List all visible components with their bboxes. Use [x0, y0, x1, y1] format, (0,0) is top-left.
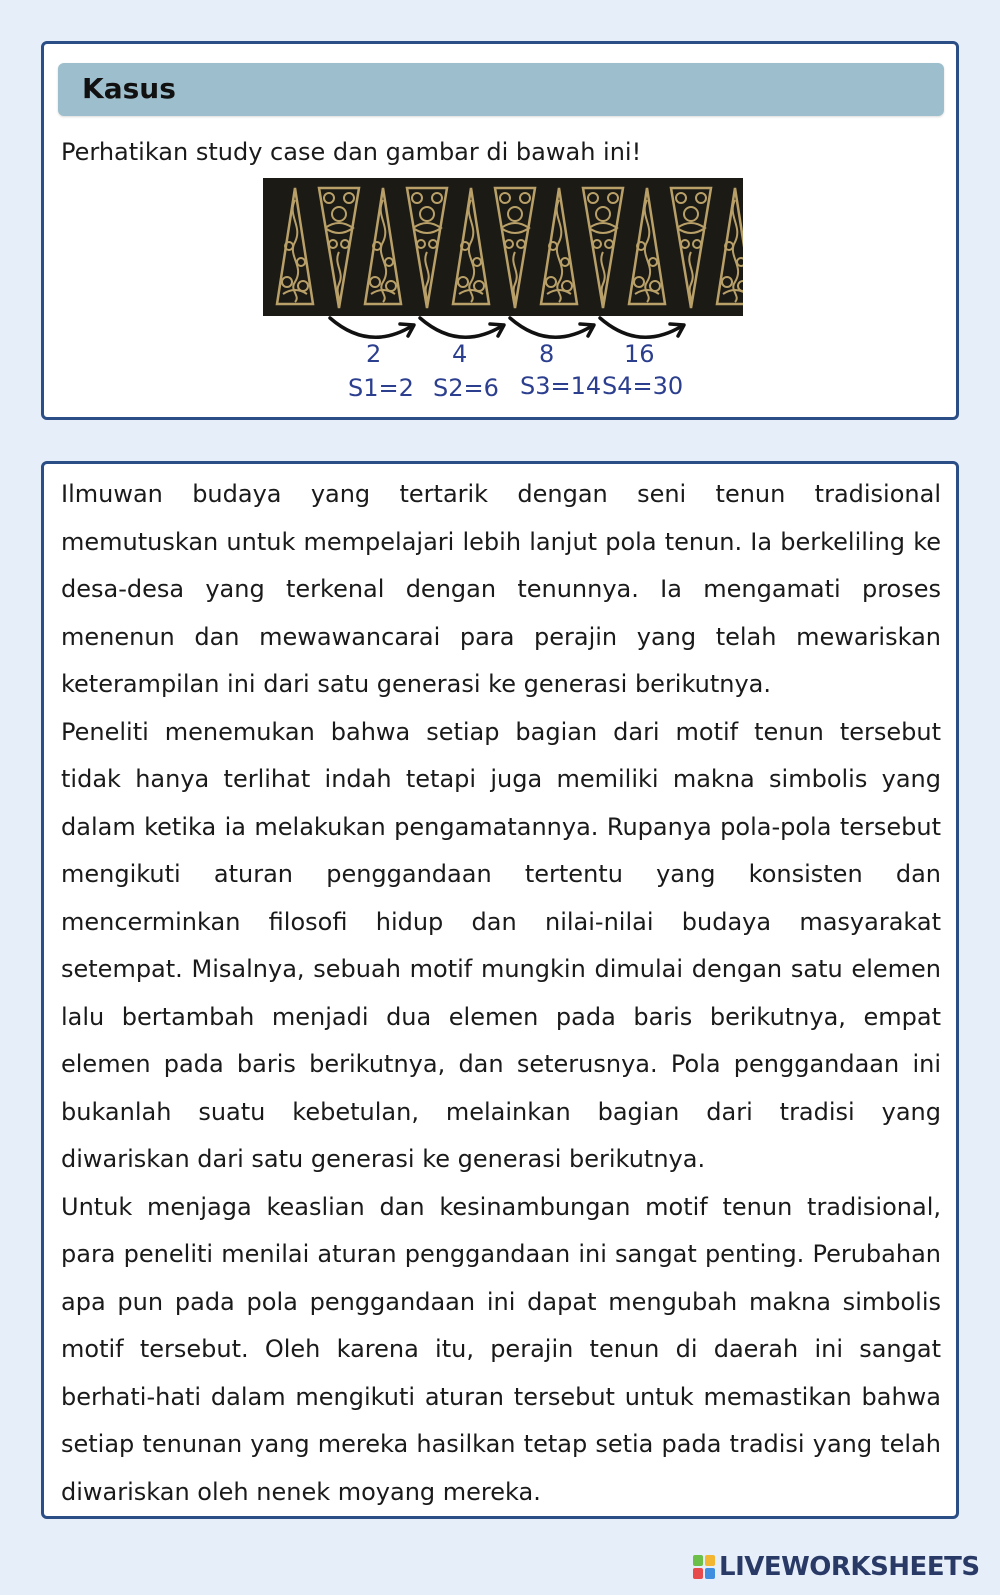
story-paragraph-1: Ilmuwan budaya yang tertarik dengan seni tenun tradisional memutuskan untuk mempelajari lebih lanjut pola tenun. Ia berkeliling ke desa-desa yang terkenal dengan tenunnya. Ia mengamati proses menenun dan mewawancarai para perajin yang telah mewariskan keterampilan ini dari satu generasi ke generasi berikutnya.: [61, 480, 941, 698]
sequence-sum-1: S1=2: [348, 374, 414, 402]
sequence-term-1: 2: [366, 340, 382, 368]
case-card: [41, 41, 959, 420]
weaving-motif-svg: [263, 178, 743, 316]
case-title: Kasus: [82, 72, 176, 105]
sequence-sum-4: S4=30: [602, 372, 684, 400]
sequence-sum-2: S2=6: [433, 374, 499, 402]
sequence-sum-3: S3=14: [520, 372, 602, 400]
story-paragraph-2: Peneliti menemukan bahwa setiap bagian dari motif tenun tersebut tidak hanya terlihat indah tetapi juga memiliki makna simbolis yang dalam ketika ia melakukan pengamatannya. Rupanya pola-pola tersebut mengikuti aturan penggandaan tertentu yang konsisten dan mencerminkan filosofi hidup dan nilai-nilai budaya masyarakat setempat. Misalnya, sebuah motif mungkin dimulai dengan satu elemen lalu bertambah menjadi dua elemen pada baris berikutnya, empat elemen pada baris berikutnya, dan seterusnya. Pola penggandaan ini bukanlah suatu kebetulan, melainkan bagian dari tradisi yang diwariskan dari satu generasi ke generasi berikutnya.: [61, 717, 941, 1173]
weaving-pattern-image: [263, 178, 743, 316]
case-header: [58, 63, 944, 116]
sequence-term-4: 16: [624, 340, 655, 368]
case-intro: Perhatikan study case dan gambar di bawah ini!: [61, 138, 642, 166]
story-paragraph-3: Untuk menjaga keaslian dan kesinambungan motif tenun tradisional, para peneliti menilai aturan penggandaan ini sangat penting. Perubahan apa pun pada pola penggandaan ini dapat mengubah makna simbolis motif tersebut. Oleh karena itu, perajin tenun di daerah ini sangat berhati-hati dalam mengikuti aturan tersebut untuk memastikan bahwa setiap tenunan yang mereka hasilkan tetap setia pada tradisi yang telah diwariskan oleh nenek moyang mereka.: [61, 1192, 941, 1506]
sequence-term-3: 8: [539, 340, 555, 368]
liveworksheets-logo: [693, 1552, 980, 1582]
story-text: [61, 471, 941, 1516]
liveworksheets-logo-text: LIVEWORKSHEETS: [719, 1552, 980, 1582]
sequence-term-2: 4: [452, 340, 468, 368]
story-card: [41, 461, 959, 1519]
liveworksheets-logo-icon: [693, 1555, 715, 1579]
